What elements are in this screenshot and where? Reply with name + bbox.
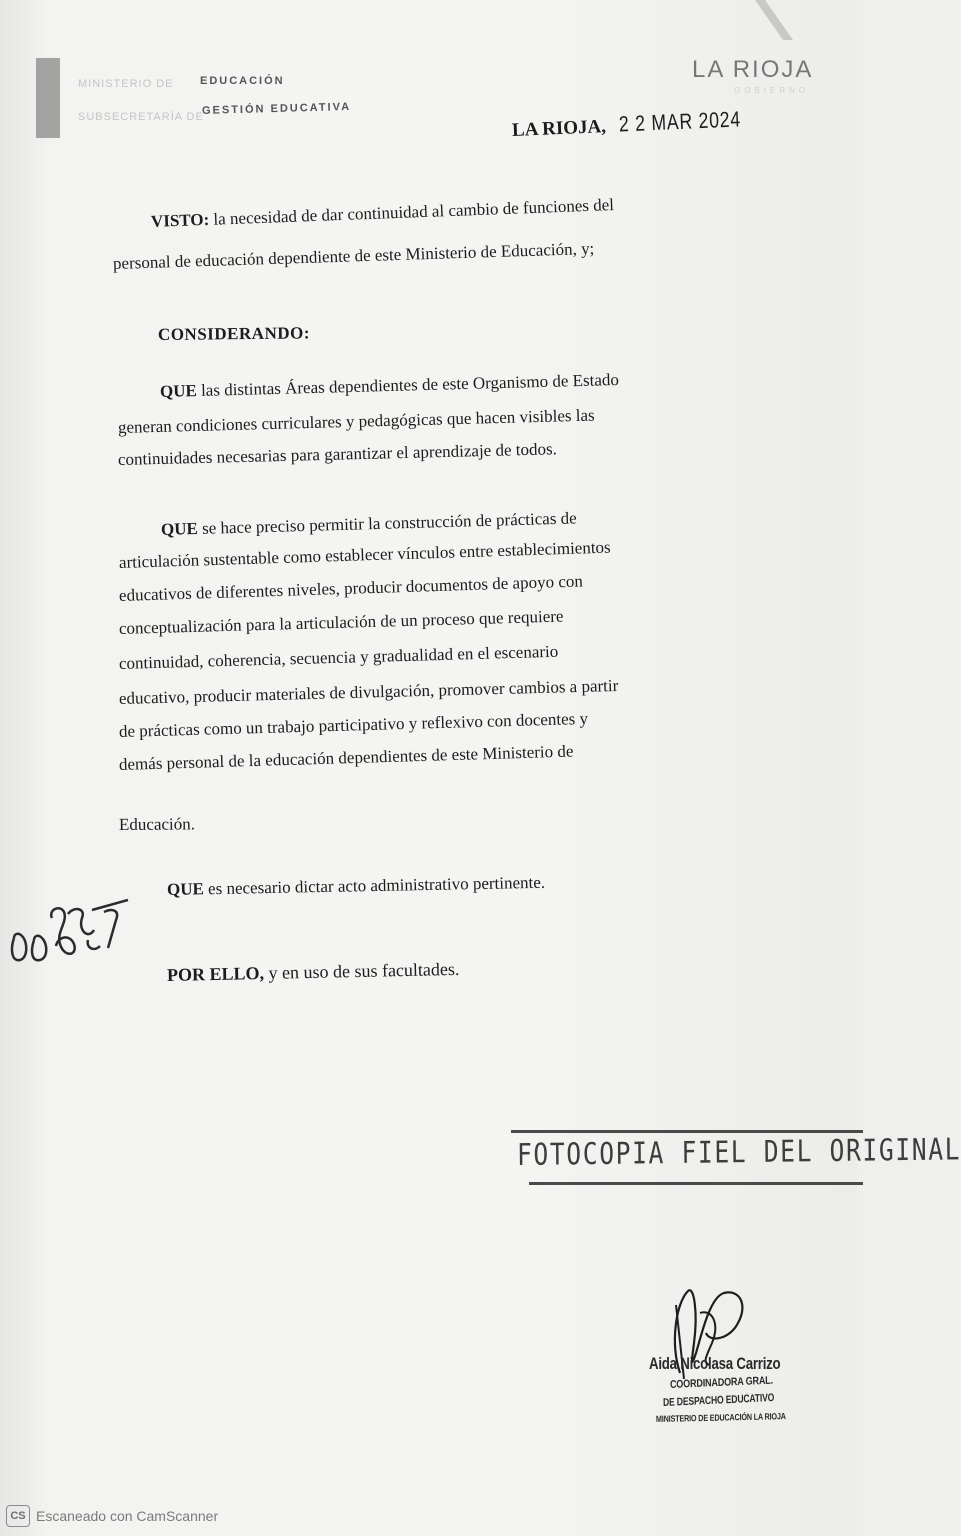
p2-line-8: demás personal de la educación dependientes de este Ministerio de xyxy=(118,741,574,774)
p1-line-2: generan condiciones curriculares y pedagógicas que hacen visibles las xyxy=(117,405,595,437)
p1-line-1 xyxy=(160,370,619,402)
la-rioja-logo-sub: GOBIERNO xyxy=(734,86,810,95)
p2-line-7: de prácticas como un trabajo participativo y reflexivo con docentes y xyxy=(118,708,589,741)
signatory-name: Aida Nicolasa Carrizo xyxy=(649,1354,781,1373)
visto-label: VISTO: xyxy=(150,209,210,231)
por-ello-text: y en uso de sus facultades. xyxy=(268,958,460,983)
que-label: QUE xyxy=(160,518,199,539)
stamp-top-rule xyxy=(511,1130,863,1133)
la-rioja-logo: LA RIOJA xyxy=(692,56,814,83)
signatory-role-2: DE DESPACHO EDUCATIVO xyxy=(662,1392,775,1409)
header-org-faint-2: SUBSECRETARÍA DE xyxy=(78,111,204,123)
p2-line-2: articulación sustentable como establecer vínculos entre establecimientos xyxy=(118,537,611,572)
visto-line-2: personal de educación dependiente de este Ministerio de Educación, y; xyxy=(112,238,595,273)
que-label: QUE xyxy=(159,381,198,401)
p2-line-9: Educación. xyxy=(118,814,196,834)
considerando-heading: CONSIDERANDO: xyxy=(157,323,311,344)
binding-mark xyxy=(36,58,60,138)
p2-line-3: educativos de diferentes niveles, producir documentos de apoyo con xyxy=(118,571,584,605)
visto-line-1 xyxy=(151,195,615,232)
por-ello-label: POR ELLO, xyxy=(166,962,265,985)
p2-line-1 xyxy=(161,508,577,540)
camscanner-icon: CS xyxy=(6,1505,30,1527)
p2-line-6: educativo, producir materiales de divulgación, promover cambios a partir xyxy=(118,675,619,708)
handwritten-number-0087 xyxy=(8,900,138,970)
p1-text-1: las distintas Áreas dependientes de este Organismo de Estado xyxy=(200,369,620,400)
p1-line-3: continuidades necesarias para garantizar el aprendizaje de todos. xyxy=(117,439,558,469)
stamp-bottom-rule xyxy=(529,1182,863,1185)
certified-copy-stamp xyxy=(505,1130,961,1190)
corner-fold-mark xyxy=(719,0,793,40)
p2-line-5: continuidad, coherencia, secuencia y gradualidad en el escenario xyxy=(118,641,559,673)
por-ello-line xyxy=(167,959,460,986)
p3-line-1 xyxy=(167,873,545,900)
header-org-faint-1: MINISTERIO DE xyxy=(78,78,174,90)
que-label: QUE xyxy=(166,879,205,899)
signatory-role-3: MINISTERIO DE EDUCACIÓN LA RIOJA xyxy=(655,1411,786,1424)
date-place: LA RIOJA, xyxy=(511,116,607,141)
camscanner-footer xyxy=(6,1505,218,1527)
date-stamp: 2 2 MAR 2024 xyxy=(618,106,742,137)
header-org-line-2: GESTIÓN EDUCATIVA xyxy=(201,101,352,117)
date-line xyxy=(511,105,771,142)
header-org-line-1: EDUCACIÓN xyxy=(200,75,285,87)
p2-line-4: conceptualización para la articulación de un proceso que requiere xyxy=(118,606,564,638)
p3-text-1: es necesario dictar acto administrativo pertinente. xyxy=(207,872,546,899)
signatory-role-1: COORDINADORA GRAL. xyxy=(669,1374,774,1391)
visto-text-1: la necesidad de dar continuidad al cambio de funciones del xyxy=(213,195,615,229)
stamp-text: FOTOCOPIA FIEL DEL ORIGINAL xyxy=(516,1132,961,1173)
p2-text-1: se hace preciso permitir la construcción de prácticas de xyxy=(201,508,577,538)
camscanner-text: Escaneado con CamScanner xyxy=(36,1508,219,1524)
